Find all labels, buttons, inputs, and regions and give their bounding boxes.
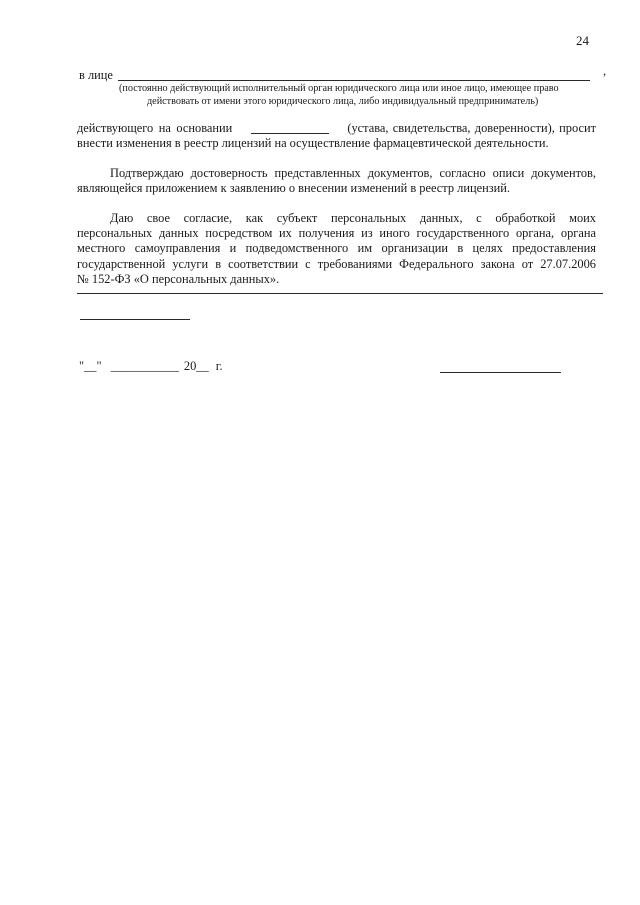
representative-hint-line-1: (постоянно действующий исполнительный орган юридического лица или иное лицо, имеющее право [119,83,559,94]
date-year[interactable]: 20__ [183,359,209,373]
representative-hint-line-2: действовать от имени этого юридического лица, либо индивидуальный предприниматель) [147,96,539,107]
consent-paragraph [77,211,596,287]
signature-line[interactable] [440,372,561,373]
signature-name-line[interactable] [80,319,190,320]
basis-line-1 [77,121,596,136]
confirmation-line-2: являющейся приложением к заявлению о внесении изменений в реестр лицензий. [77,181,510,195]
representative-comma: , [603,64,607,78]
consent-line-2: персональных данных посредством их получения из иного государственного органа, органа [77,226,596,241]
representative-label: в лице [79,68,113,82]
basis-suffix: (устава, свидетельства, доверенности), просит [347,121,596,135]
date-day[interactable]: "__" [79,359,102,373]
basis-prefix: действующего на основании [77,121,233,135]
consent-line-5: № 152-ФЗ «О персональных данных». [77,271,280,286]
basis-document-blank[interactable] [251,121,329,134]
representative-field-line[interactable] [118,80,590,81]
date-year-suffix: г. [215,359,223,373]
date-field [79,359,223,374]
separator-line [77,293,603,294]
basis-line-2: внести изменения в реестр лицензий на осуществление фармацевтической деятельности. [77,136,549,150]
consent-line-1: Даю свое согласие, как субъект персональных данных, с обработкой моих [110,211,596,225]
date-month-blank[interactable]: ___________ [110,359,179,373]
consent-line-4: государственной услуги в соответствии с требованиями Федерального закона от 27.07.2006 [77,256,596,271]
page-number: 24 [576,33,589,48]
confirmation-line-1: Подтверждаю достоверность представленных документов, согласно описи документов, [110,166,596,180]
consent-line-3: местного самоуправления и подведомственного им организации в целях предоставления [77,241,596,256]
